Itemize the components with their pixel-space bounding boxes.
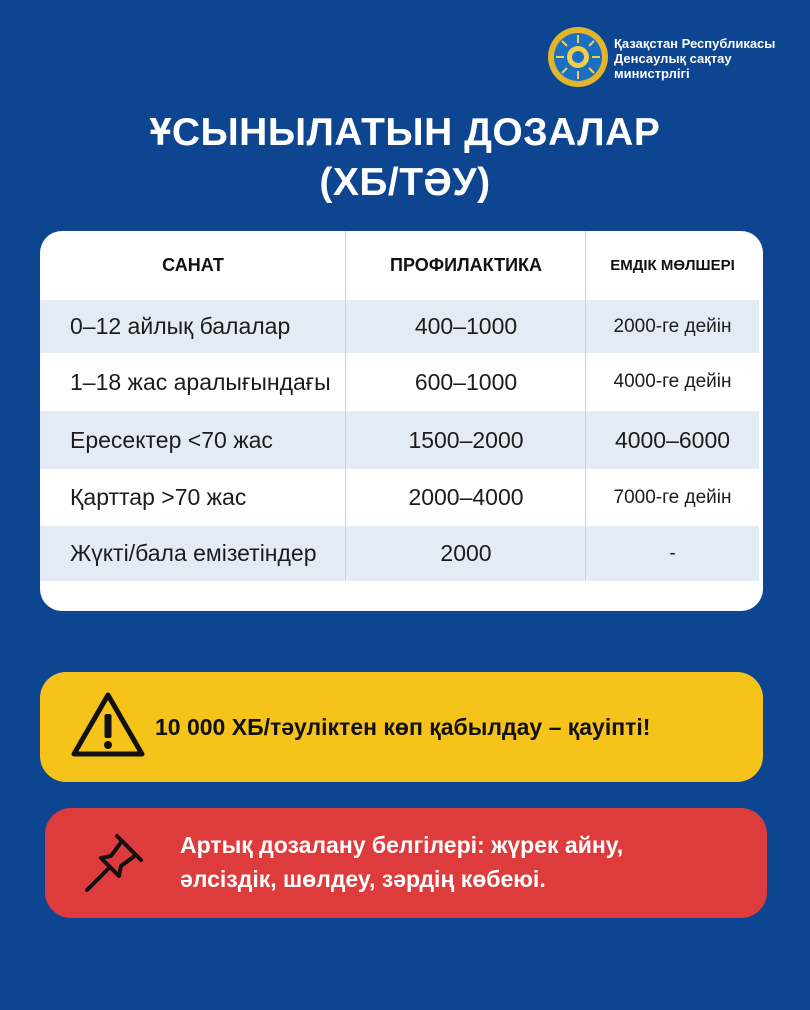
- overdose-line-1: Артық дозалану белгілері: жүрек айну,: [180, 832, 624, 858]
- overdose-line-2: әлсіздік, шөлдеу, зәрдің көбеюі.: [180, 866, 546, 892]
- cell-category: 0–12 айлық балалар: [70, 313, 291, 339]
- cell-prophylaxis: 400–1000: [414, 313, 518, 339]
- title-line-2: (ХБ/ТӘУ): [319, 161, 491, 204]
- warning-text: 10 000 ХБ/тәуліктен көп қабылдау – қауіпті!: [155, 713, 651, 740]
- table-row: [40, 300, 759, 353]
- title-line-1: ҰСЫНЫЛАТЫН ДОЗАЛАР: [149, 111, 661, 154]
- header-therapeutic: ЕМДІК МӨЛШЕРІ: [610, 257, 735, 274]
- cell-therapeutic: -: [669, 542, 676, 564]
- column-divider: [345, 231, 346, 581]
- cell-therapeutic: 4000–6000: [614, 426, 731, 453]
- cell-category: Ересектер <70 жас: [70, 426, 273, 453]
- cell-category: 1–18 жас аралығындағы: [70, 368, 331, 395]
- cell-category: Жүкті/бала емізетіндер: [70, 540, 317, 566]
- table-row: [40, 411, 759, 469]
- warning-triangle-icon: [70, 690, 146, 760]
- cell-therapeutic: 4000-ге дейін: [613, 371, 732, 392]
- cell-therapeutic: 2000-ге дейін: [613, 315, 732, 337]
- ministry-name: [614, 36, 804, 81]
- ministry-line-1: Қазақстан Республикасы: [614, 36, 776, 51]
- table-row: [40, 353, 759, 411]
- table-row: [40, 469, 759, 526]
- table-row: [40, 526, 759, 581]
- state-emblem-icon: [547, 26, 609, 88]
- dose-table: [40, 231, 763, 611]
- overdose-banner: [45, 808, 767, 918]
- pushpin-icon: [81, 830, 147, 896]
- cell-prophylaxis: 2000–4000: [408, 484, 524, 510]
- cell-prophylaxis: 2000: [440, 540, 492, 566]
- warning-banner: [40, 672, 763, 782]
- cell-category: Қарттар >70 жас: [70, 484, 247, 510]
- page-title: [0, 108, 810, 208]
- overdose-text: [180, 828, 760, 896]
- ministry-line-3: министрлігі: [614, 66, 690, 81]
- cell-prophylaxis: 1500–2000: [408, 426, 524, 453]
- ministry-line-2: Денсаулық сақтау: [614, 51, 732, 66]
- table-header-row: [40, 231, 759, 300]
- column-divider: [585, 231, 586, 581]
- cell-therapeutic: 7000-ге дейін: [613, 486, 732, 508]
- cell-prophylaxis: 600–1000: [414, 368, 518, 395]
- header-prophylaxis: ПРОФИЛАКТИКА: [390, 255, 542, 275]
- header-category: САНАТ: [162, 255, 224, 275]
